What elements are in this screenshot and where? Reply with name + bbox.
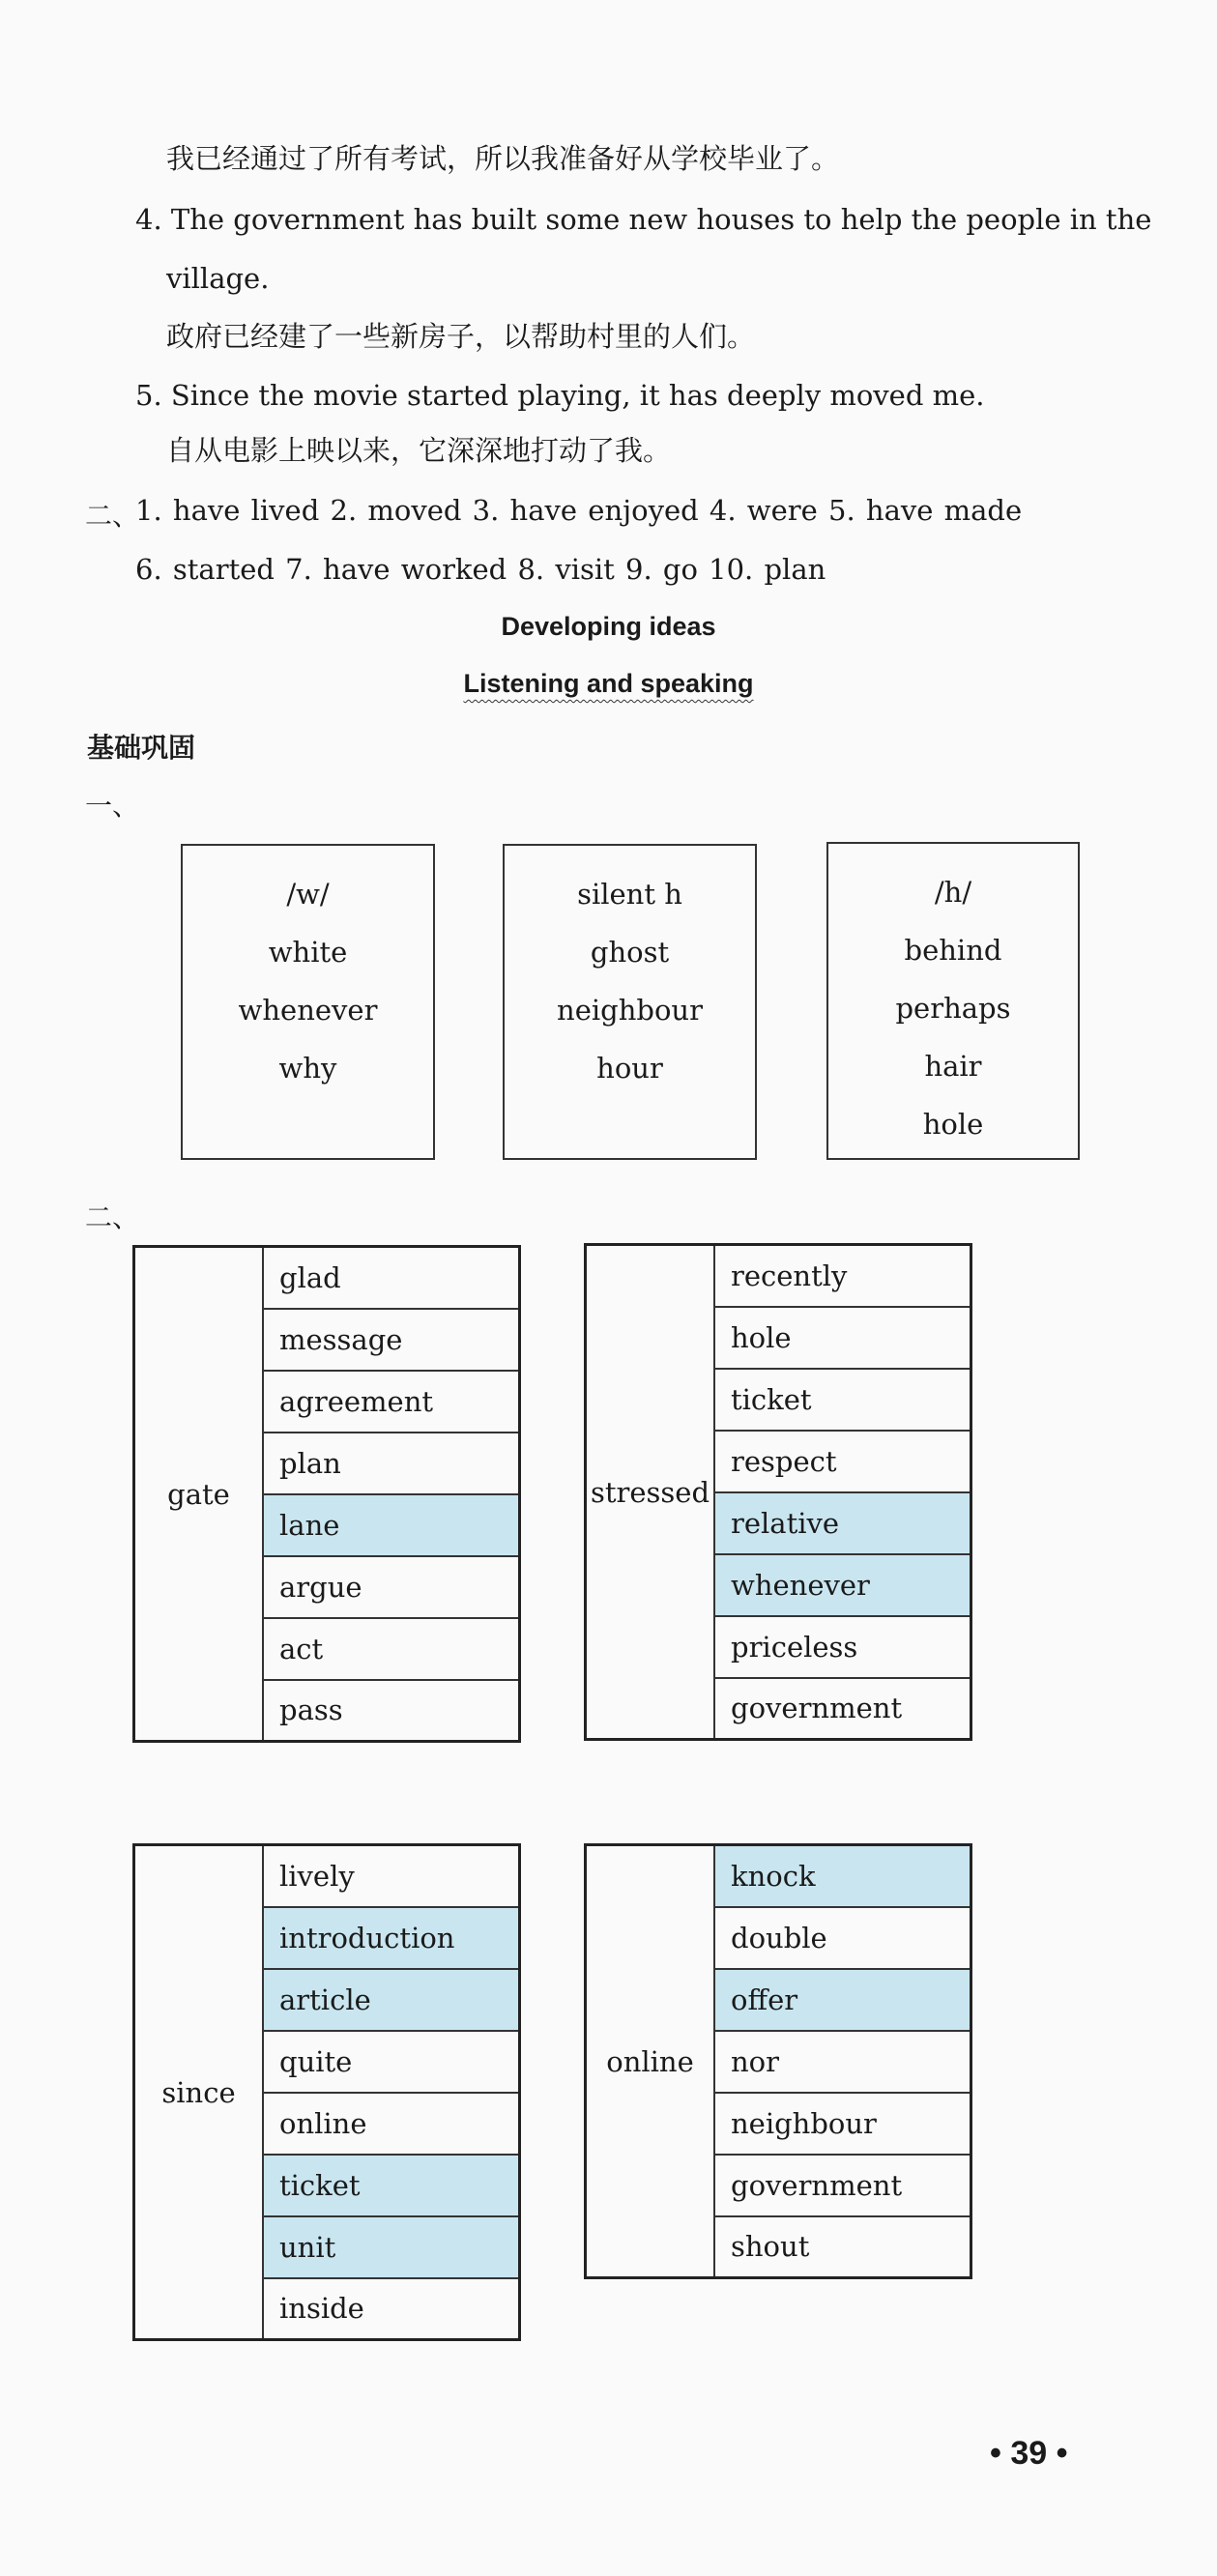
word-table: [584, 1243, 972, 1741]
sound-box: [503, 844, 757, 1160]
sound-box-word: ghost: [590, 936, 670, 969]
section-two-label: 二、: [85, 500, 140, 532]
sound-box-word: neighbour: [557, 994, 703, 1027]
table-row: [134, 1845, 520, 1907]
heading-developing-ideas: Developing ideas: [501, 612, 716, 641]
highlighted-word-cell: whenever: [714, 1554, 971, 1616]
sound-box-word: hour: [596, 1052, 663, 1085]
table-head-word: online: [586, 1845, 715, 2278]
sound-box-header: /w/: [286, 878, 330, 911]
highlighted-word-cell: unit: [263, 2216, 519, 2278]
translation-line-3: 我已经通过了所有考试，所以我准备好从学校毕业了。: [166, 142, 840, 175]
sound-box-word: white: [268, 936, 348, 969]
word-cell: inside: [263, 2278, 519, 2340]
table-head-word: gate: [134, 1247, 264, 1742]
word-table: [584, 1843, 972, 2279]
subsection-title: 基础巩固: [87, 732, 196, 764]
highlighted-word-cell: ticket: [263, 2155, 519, 2216]
table-head-word: since: [134, 1845, 264, 2340]
section-two-answers-2: 6. started 7. have worked 8. visit 9. go 10. plan: [135, 553, 826, 586]
highlighted-word-cell: introduction: [263, 1907, 519, 1969]
table-row: [586, 1245, 971, 1307]
table-row: [586, 1845, 971, 1907]
word-cell: shout: [714, 2216, 971, 2278]
word-cell: online: [263, 2093, 519, 2155]
sound-box-word: hole: [922, 1108, 984, 1141]
sound-box-word: behind: [904, 934, 1002, 967]
word-cell: government: [714, 1678, 971, 1740]
highlighted-word-cell: lane: [263, 1494, 519, 1556]
word-cell: hole: [714, 1307, 971, 1369]
word-cell: glad: [263, 1247, 519, 1309]
word-cell: lively: [263, 1845, 519, 1907]
sound-box-header: /h/: [934, 876, 972, 909]
word-cell: message: [263, 1309, 519, 1371]
word-cell: nor: [714, 2031, 971, 2093]
word-cell: quite: [263, 2031, 519, 2093]
word-cell: priceless: [714, 1616, 971, 1678]
sound-box: [826, 842, 1080, 1160]
sound-box-word: perhaps: [895, 992, 1011, 1025]
highlighted-word-cell: article: [263, 1969, 519, 2031]
word-cell: plan: [263, 1433, 519, 1494]
heading-listening-speaking: Listening and speaking: [463, 669, 754, 698]
section-two-answers-1: 1. have lived 2. moved 3. have enjoyed 4. were 5. have made: [135, 494, 1023, 527]
sound-box-word: why: [278, 1052, 337, 1085]
word-cell: respect: [714, 1431, 971, 1492]
sentence-4: 4. The government has built some new houses to help the people in the: [135, 203, 1152, 236]
sound-box-word: whenever: [238, 994, 378, 1027]
word-cell: ticket: [714, 1369, 971, 1431]
word-cell: double: [714, 1907, 971, 1969]
word-table: [132, 1245, 521, 1743]
word-cell: neighbour: [714, 2093, 971, 2155]
highlighted-word-cell: knock: [714, 1845, 971, 1907]
table-row: [134, 1247, 520, 1309]
sentence-4-cont: village.: [166, 262, 270, 295]
word-cell: pass: [263, 1680, 519, 1742]
word-cell: act: [263, 1618, 519, 1680]
sentence-5: 5. Since the movie started playing, it has deeply moved me.: [135, 379, 985, 412]
page-number: • 39 •: [990, 2435, 1068, 2472]
page-number-value: 39: [1010, 2435, 1048, 2472]
sound-box-word: hair: [924, 1050, 982, 1083]
highlighted-word-cell: relative: [714, 1492, 971, 1554]
word-cell: government: [714, 2155, 971, 2216]
part-two-label: 二、: [85, 1201, 140, 1233]
word-cell: recently: [714, 1245, 971, 1307]
highlighted-word-cell: offer: [714, 1969, 971, 2031]
sound-box-header: silent h: [577, 878, 682, 911]
translation-line-5: 自从电影上映以来，它深深地打动了我。: [166, 434, 672, 467]
word-table: [132, 1843, 521, 2341]
translation-line-4: 政府已经建了一些新房子，以帮助村里的人们。: [166, 320, 756, 353]
word-cell: argue: [263, 1556, 519, 1618]
sound-box: [181, 844, 435, 1160]
table-head-word: stressed: [586, 1245, 715, 1740]
part-one-label: 一、: [85, 790, 140, 822]
heading-sub-wrapper: [0, 669, 1217, 699]
word-cell: agreement: [263, 1371, 519, 1433]
